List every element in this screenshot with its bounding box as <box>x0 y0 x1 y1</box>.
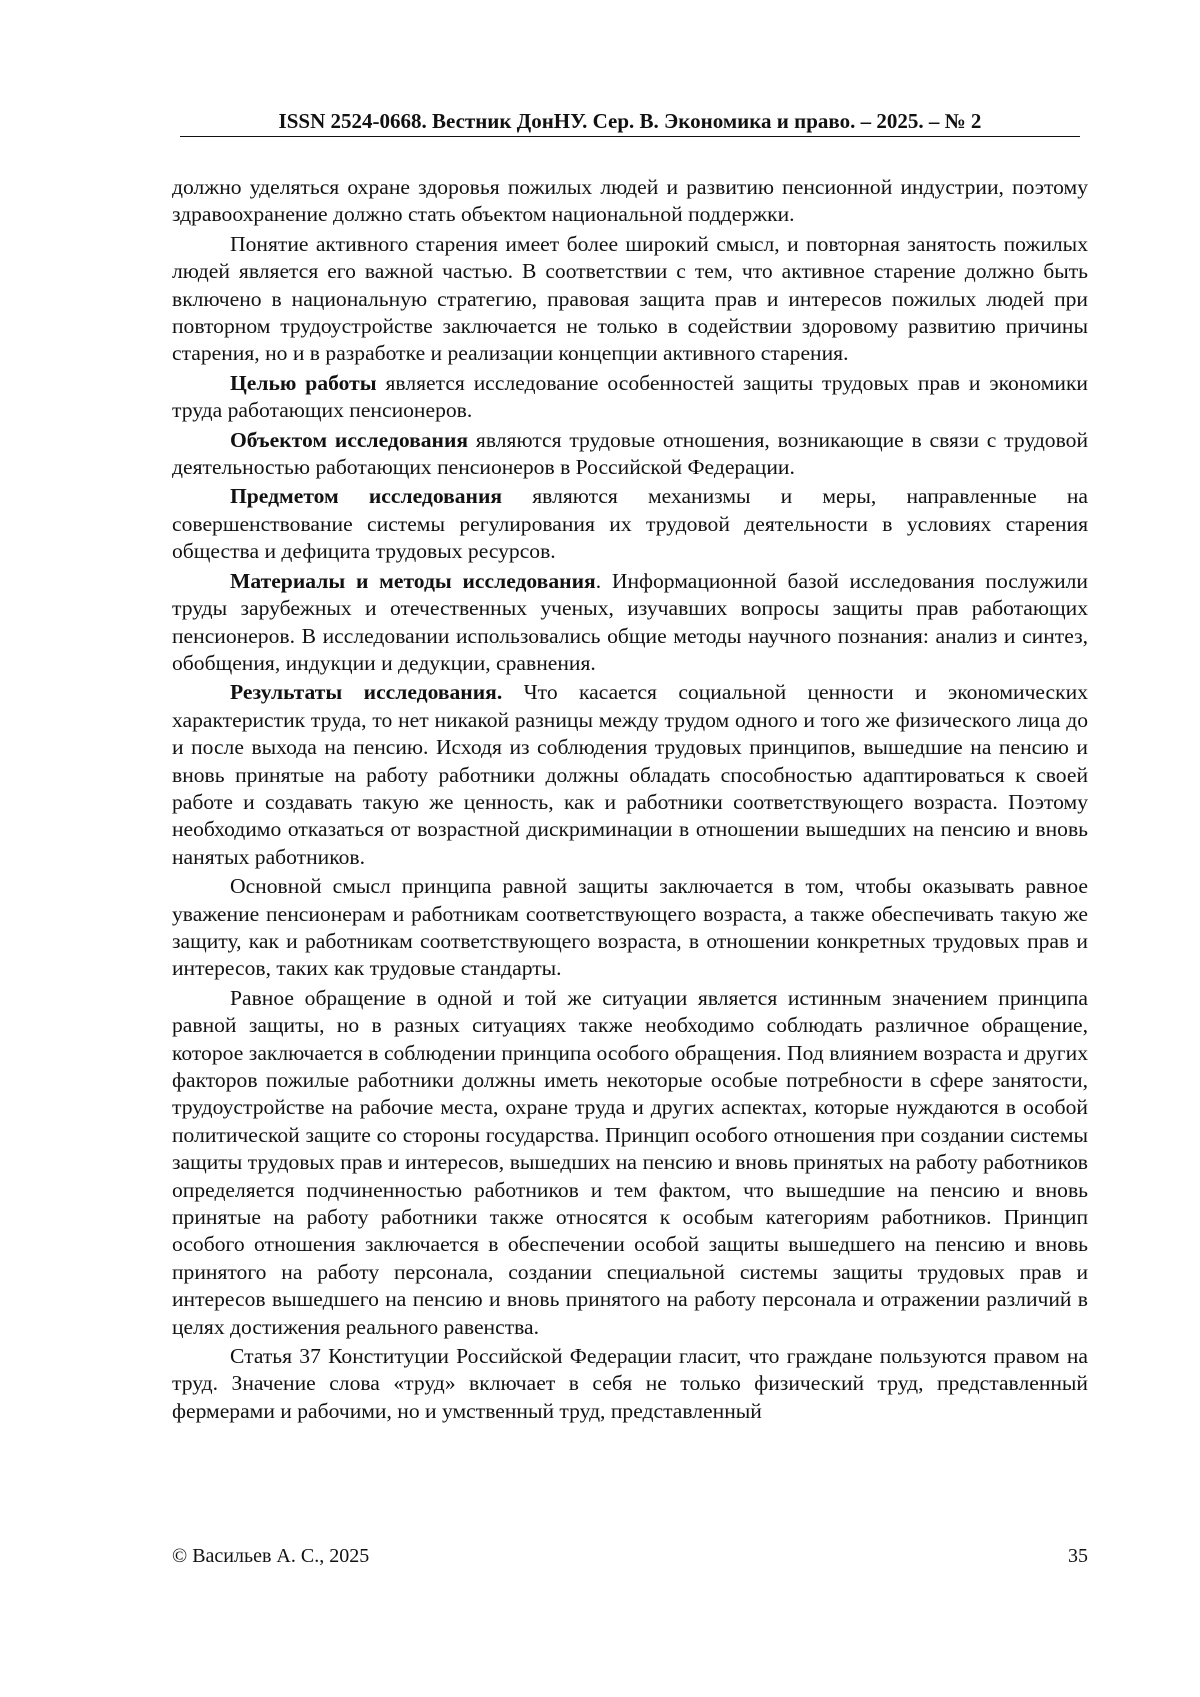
paragraph-lead: Целью работы <box>230 370 377 395</box>
paragraph-text: должно уделяться охране здоровья пожилых людей и развитию пенсионной индустрии, поэтому здравоохранение должно стать объектом национальной поддержки. <box>172 175 1088 227</box>
paragraph-lead: Материалы и методы исследования <box>230 568 596 593</box>
paragraph-text: Основной смысл принципа равной защиты заключается в том, чтобы оказывать равное уважение пенсионерам и работникам соответствующего возраста, а также обеспечивать такую же защиту, как и работникам соответствующего возраста, в отношении конкретных трудовых прав и интересов, таких как трудовые стандарты. <box>172 874 1088 981</box>
paragraph <box>172 1343 1088 1425</box>
paragraph-text: Понятие активного старения имеет более широкий смысл, и повторная занятость пожилых людей является его важной частью. В соответствии с тем, что активное старение должно быть включено в национальную стратегию, правовая защита прав и интересов пожилых людей при повторном трудоустройстве заключается не только в содействии здоровому развитию причины старения, но и в разработке и реализации концепции активного старения. <box>172 231 1088 366</box>
paragraph-text: Статья 37 Конституции Российской Федерации гласит, что граждане пользуются правом на труд. Значение слова «труд» включает в себя не только физический труд, представленный фермерами и рабочими, но и умственный труд, представленный <box>172 1344 1088 1423</box>
paragraph-text: . Информационной базой исследования послужили труды зарубежных и отечественных ученых, изучавших вопросы защиты прав работающих пенсионеров. В исследовании использовались общие методы научного познания: анализ и синтез, обобщения, индукции и дедукции, сравнения. <box>172 568 1088 675</box>
header-rule <box>180 136 1080 137</box>
paragraph <box>172 873 1088 983</box>
journal-header: ISSN 2524-0668. Вестник ДонНУ. Сер. В. Экономика и право. – 2025. – № 2 <box>278 109 982 133</box>
paragraph-lead: Результаты исследования. <box>230 680 503 705</box>
paragraph-text: являются механизмы и меры, направленные на совершенствование системы регулирования их трудовой деятельности в условиях старения общества и дефицита трудовых ресурсов. <box>172 484 1088 564</box>
paragraph-results <box>172 679 1088 871</box>
page-number: 35 <box>1068 1545 1088 1567</box>
paragraph-lead: Объектом исследования <box>230 427 469 452</box>
paragraph-object <box>172 427 1088 482</box>
paragraph-text: Что касается социальной ценности и экономических характеристик труда, то нет никакой разницы между трудом одного и того же физического лица до и после выхода на пенсию. Исходя из соблюдения трудовых принципов, вышедшие на пенсию и вновь принятые на работу работники должны обладать способностью адаптироваться к своей работе и создавать такую же ценность, как и работники соответствующего возраста. Поэтому необходимо отказаться от возрастной дискриминации в отношении вышедших на пенсию и вновь нанятых работников. <box>172 680 1088 869</box>
paragraph-subject <box>172 483 1088 565</box>
paragraph-goal <box>172 370 1088 425</box>
paragraph <box>172 174 1088 229</box>
paragraph-text: является исследование особенностей защиты трудовых прав и экономики труда работающих пенсионеров. <box>172 370 1088 423</box>
paragraph <box>172 231 1088 368</box>
article-body <box>172 174 1088 1425</box>
paragraph <box>172 985 1088 1341</box>
paragraph-lead: Предметом исследования <box>230 484 503 509</box>
paragraph-text: Равное обращение в одной и той же ситуации является истинным значением принципа равной защиты, но в разных ситуациях также необходимо соблюдать различное обращение, которое заключается в соблюдении принципа особого обращения. Под влиянием возраста и других факторов пожилые работники должны иметь некоторые особые потребности в сфере занятости, трудоустройстве на рабочие места, охране труда и других аспектах, которые нуждаются в особой политической защите со стороны государства. Принцип особого отношения при создании системы защиты трудовых прав и интересов, вышедших на пенсию и вновь принятых на работу работников определяется подчиненностью работников и тем фактом, что вышедшие на пенсию и вновь принятые на работу работники также относятся к особым категориям работников. Принцип особого отношения заключается в обеспечении особой защиты вышедшего на пенсию и вновь принятого на работу персонала, создании специальной системы защиты трудовых прав и интересов вышедшего на пенсию и вновь принятого на работу персонала и отражении различий в целях достижения реального равенства. <box>172 985 1088 1339</box>
copyright-notice: © Васильев А. С., 2025 <box>172 1545 370 1567</box>
paragraph-text: являются трудовые отношения, возникающие в связи с трудовой деятельностью работающих пенсионеров в Российской Федерации. <box>172 427 1089 480</box>
paragraph-methods <box>172 568 1088 678</box>
